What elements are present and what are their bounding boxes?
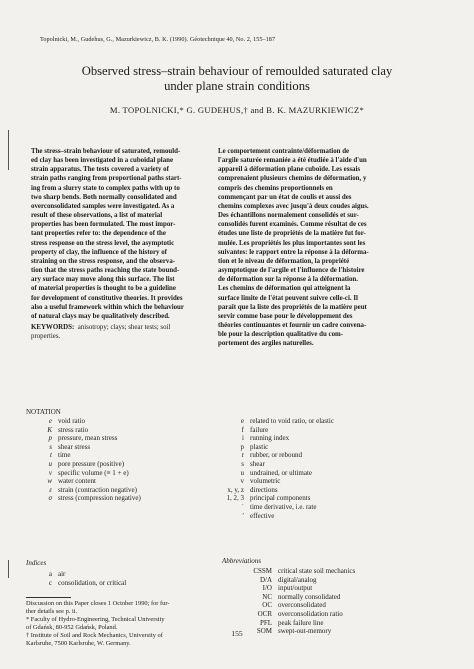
definition: digital/analog [278, 575, 317, 584]
definition: critical state soil mechanics [278, 567, 356, 575]
abstract-line: ary surface may move along this surface. The list [31, 276, 175, 284]
symbol: t [50, 451, 52, 460]
abstract-line: consolidés furent examinés. Comme résultat de ces [218, 221, 367, 229]
symbol: p [240, 442, 244, 451]
definition: plastic [250, 442, 269, 451]
abstract-line: de déformation sur la réponse à la déformation. [218, 276, 358, 284]
definition: overconsolidation ratio [278, 609, 343, 618]
abstract-line: result of these observations, a list of material [31, 212, 163, 220]
symbol: NC [262, 592, 272, 601]
abstract-line: Les chemins de déformation qui atteignent la [218, 285, 351, 293]
symbol: p [48, 434, 52, 443]
keywords [31, 323, 211, 341]
footnote-line: * Faculty of Hydro-Engineering, Technical University [26, 616, 165, 624]
definition: shear stress [58, 442, 91, 451]
index-row [26, 570, 126, 579]
symbol: v [240, 477, 244, 486]
definition: water content [58, 477, 96, 486]
symbol: OCR [257, 609, 272, 618]
symbol: c [48, 578, 52, 587]
notation-row [26, 477, 141, 486]
notation-row [222, 460, 334, 469]
symbol: OC [262, 601, 272, 610]
abstract-line: properties has been formulated. The most impor- [31, 221, 176, 229]
symbol: u [48, 459, 52, 468]
abstract-line: stress response on the stress level, the asymptotic [31, 239, 175, 247]
definition: rubber, or rebound [250, 451, 303, 460]
symbol: D/A [259, 575, 272, 584]
footnote-line: Discussion on this Paper closes 1 October 1990; for fur- [26, 600, 170, 607]
definition: undrained, or ultimate [250, 468, 313, 477]
abstract-english-text [31, 147, 211, 321]
symbol: r [241, 451, 244, 460]
symbol: u [240, 468, 244, 477]
definition: directions [250, 485, 278, 494]
footnotes [26, 600, 216, 649]
abbreviation-row [222, 593, 355, 602]
notation-row [26, 434, 141, 443]
definition: specific volume (≡ 1 + e) [58, 468, 129, 477]
notation-row [222, 443, 334, 452]
abbreviation-row [222, 567, 355, 576]
notation-row [26, 451, 141, 460]
abstract-line: compris des chemins proportionnels en [218, 184, 333, 192]
abstract-french-text [218, 147, 432, 348]
keywords-text: anisotropy; clays; shear tests; soil [77, 323, 171, 331]
definition: stress ratio [58, 425, 89, 434]
symbol: SOM [256, 627, 272, 636]
notation-row [26, 417, 141, 426]
abstract-line: suivantes: le rapport entre la réponse à la déforma- [218, 248, 369, 256]
abstract-line: chemins complexes avec jusqu'à deux coudes aigus. [218, 202, 369, 210]
definition: failure [250, 425, 269, 434]
definition: pore pressure (positive) [58, 459, 125, 468]
notation-row [222, 512, 334, 521]
notation-row [222, 426, 334, 435]
symbol: K [47, 425, 52, 434]
indices-list [26, 570, 126, 587]
definition: air [58, 570, 66, 578]
abstract-line: also a useful framework within which the behaviour [31, 303, 184, 311]
keywords-label: KEYWORDS: [31, 323, 75, 331]
symbol: s [49, 442, 52, 451]
abbreviation-row [222, 619, 355, 628]
notation-row [222, 503, 334, 512]
title-line-1: Observed stress–strain behaviour of remoulded saturated clay [81, 64, 393, 78]
definition: normally consolidated [278, 592, 341, 601]
abstract-line: two sharp bends. Both normally consolidated and [31, 193, 177, 201]
abbreviation-row [222, 601, 355, 610]
abstract-line: Des échantillons normalement consolidés et sur- [218, 212, 359, 220]
notation-row [222, 477, 334, 486]
symbol: v [48, 468, 52, 477]
abstract-line: servir comme base pour le développement des [218, 312, 353, 320]
abstract-line: portement des argiles naturelles. [218, 340, 314, 348]
paper-title [0, 64, 474, 94]
abstract-line: strain apparatus. The tests covered a variety of [31, 166, 169, 174]
abbreviation-row [222, 610, 355, 619]
abstract-line: for development of constitutive theories. It provides [31, 294, 183, 302]
notation-row [26, 443, 141, 452]
notation-row [222, 494, 334, 503]
abstract-line: overconsolidated samples were investigated. As a [31, 202, 175, 210]
abstract-line: appareil à déformation plane cuboïde. Les essais [218, 166, 361, 174]
symbol: ˙ [241, 502, 244, 511]
footnote-line: Karlsruhe, 7500 Karlsruhe, W. Germany. [26, 640, 131, 648]
margin-mark [8, 130, 9, 170]
definition: related to void ratio, or elastic [250, 417, 334, 425]
symbol: x, y, z [227, 485, 244, 494]
notation-list-right [222, 417, 334, 520]
symbol: PFL [259, 618, 272, 627]
abstract-line: Le comportement contrainte/déformation de [218, 148, 350, 155]
author-list: M. TOPOLNICKI,* G. GUDEHUS,† and B. K. MAZURKIEWICZ* [109, 105, 365, 115]
abstract-line: mulée. Les propriétés les plus importantes sont les [218, 239, 366, 247]
symbol: a [48, 570, 52, 578]
symbol: s [241, 459, 244, 468]
abstract-line: comprenaient plusieurs chemins de déformation, y [218, 175, 367, 183]
abstract-line: property of clay, the influence of the history of [31, 248, 167, 256]
abstract-line: ed clay has been investigated in a cuboidal plane [31, 157, 174, 165]
abstract-line: strain paths ranging from proportional paths start- [31, 175, 182, 183]
definition: overconsolidated [278, 601, 326, 610]
notation-row [26, 469, 141, 478]
definition: pressure, mean stress [58, 434, 118, 443]
definition: effective [250, 511, 275, 520]
abstract-line: théories continuantes et fournir un cadre convena- [218, 321, 367, 329]
symbol: ′ [242, 511, 244, 520]
footnote-line: of Gdańsk, 80-952 Gdańsk, Poland. [26, 624, 118, 632]
notation-row [26, 494, 141, 503]
definition: peak failure line [278, 618, 324, 627]
abstract-line: of material properties is thought to be a guideline [31, 285, 176, 293]
abstract-line: of natural clays may be qualitatively described. [31, 312, 170, 320]
notation-row [26, 486, 141, 495]
notation-heading: NOTATION [26, 408, 61, 416]
definition: consolidation, or critical [58, 578, 127, 587]
symbol: i [242, 434, 244, 443]
abstract-french [218, 147, 432, 348]
abbreviations-list [222, 567, 355, 636]
symbol: I/O [262, 584, 272, 593]
definition: time [58, 451, 71, 460]
symbol: ε [49, 485, 52, 494]
footnote-line: † Institute of Soil and Rock Mechanics, University of [26, 632, 163, 640]
notation-row [222, 451, 334, 460]
symbol: e [240, 417, 244, 425]
abstract-line: ble pour la description qualitative du com- [218, 331, 344, 339]
abbreviations-heading: Abbreviations [222, 557, 262, 565]
abstract-line: études une liste de propriétés de la matière fut for- [218, 230, 366, 238]
definition: time derivative, i.e. rate [250, 502, 317, 511]
notation-row [222, 417, 334, 426]
notation-row [26, 460, 141, 469]
definition: shear [250, 459, 265, 468]
margin-mark [8, 560, 9, 578]
indices-heading: Indices [26, 559, 47, 567]
page-number: 155 [231, 629, 243, 638]
symbol: CSSM [253, 567, 272, 575]
abstract-line: The stress–strain behaviour of saturated, remould- [31, 148, 181, 155]
footnote-line: ther details see p. ii. [26, 608, 78, 616]
definition: strain (contraction negative) [58, 485, 137, 494]
symbol: 1, 2, 3 [226, 494, 244, 503]
definition: running index [250, 434, 290, 443]
abstract-line: tion that the stress paths reaching the state bound- [31, 267, 180, 275]
abstract-line: ing from a slurry state to complex paths with up to [31, 184, 180, 192]
journal-citation: Topolnicki, M., Gudehus, G., Mazurkiewicz, B. K. (1990). Géotechnique 40, No. 2, 155–187 [40, 36, 276, 43]
symbol: f [241, 425, 244, 434]
abbreviation-row [222, 576, 355, 585]
abstract-line: tion et le niveau de déformation, la propriété [218, 257, 350, 265]
notation-row [222, 469, 334, 478]
abstract-line: commençant par un état de coulis et aussi des [218, 193, 352, 201]
definition: stress (compression negative) [58, 494, 141, 503]
abstract-line: l'argile saturée remaniée a été étudiée à l'aide d'un [218, 157, 367, 165]
definition: input/output [278, 584, 313, 593]
footnote-rule [26, 597, 71, 598]
notation-row [222, 434, 334, 443]
symbol: e [48, 417, 52, 425]
abstract-english [31, 147, 211, 341]
index-row [26, 579, 126, 588]
symbol: w [47, 477, 52, 486]
abstract-line: asymptotique de l'argile et l'influence de l'histoire [218, 267, 365, 275]
notation-row [26, 426, 141, 435]
notation-row [222, 486, 334, 495]
abstract-line: straining on the stress response, and the observa- [31, 257, 176, 265]
keywords-text-continued: properties. [31, 333, 61, 341]
definition: void ratio [58, 417, 86, 425]
abbreviation-row [222, 584, 355, 593]
definition: principal components [250, 494, 311, 503]
definition: volumetric [250, 477, 281, 486]
abstract-line: paraît que la liste des propriétés de la matière peut [218, 303, 367, 311]
symbol: σ [48, 494, 52, 503]
abstract-line: tant properties refer to: the dependence of the [31, 230, 166, 238]
title-line-2: under plane strain conditions [164, 79, 310, 93]
abstract-line: surface limite de l'état peuvent suivre celle-ci. Il [218, 294, 358, 302]
notation-list-left [26, 417, 141, 503]
definition: swept-out-memory [278, 627, 332, 636]
